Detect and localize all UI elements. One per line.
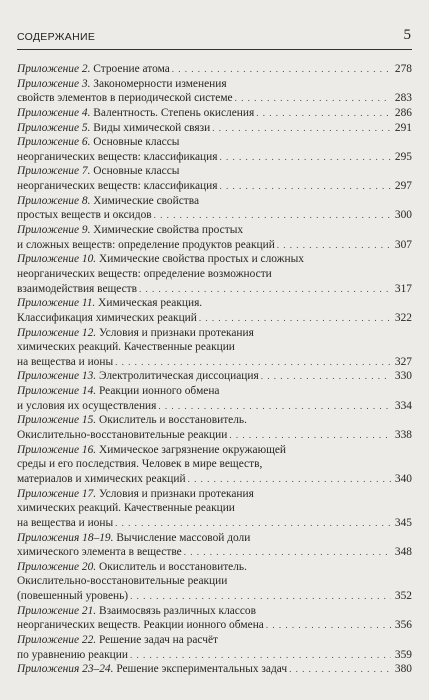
toc-line-text [17,589,128,604]
toc-line [17,106,412,121]
appendix-title: на вещества и ионы [17,355,114,368]
toc-line [17,296,412,311]
dot-leader [266,618,391,633]
toc-line-text [17,106,254,121]
appendix-title: Условия и признаки протекания [98,326,254,339]
toc-line-text [17,62,170,77]
appendix-title: Окислитель и восстановитель. [98,560,247,573]
toc-line-text [17,399,156,414]
toc-entry [17,164,412,193]
toc-line-text [17,253,304,265]
toc-entry [17,633,412,662]
dot-leader [261,369,391,384]
toc-line [17,223,412,238]
toc-page-number: 300 [394,209,412,222]
toc-line [17,355,412,370]
toc-line [17,164,412,179]
appendix-label: Приложение 2. [17,63,91,75]
appendix-title: среды и его последствия. Человек в мире веществ, [17,458,263,471]
toc-line-text [17,634,218,646]
toc-line [17,121,412,136]
appendix-label: Приложение 3. [17,77,91,90]
dot-leader [256,106,391,121]
toc-page-number: 348 [394,546,412,559]
toc-line [17,135,412,150]
toc-line-text [17,165,179,177]
toc-line [17,311,412,326]
appendix-label: Приложение 5. [17,121,91,134]
dot-leader [115,516,391,531]
appendix-title: и условия их осуществления [17,399,157,412]
toc-line [17,399,412,414]
toc-page-number: 283 [394,92,412,105]
toc-line-text [17,428,227,443]
dot-leader [158,399,391,414]
dot-leader [139,282,391,297]
toc-page-number: 307 [394,238,412,251]
appendix-title: неорганических веществ: определение возможности [17,267,272,280]
toc-line [17,648,412,663]
toc-line-text [17,488,254,500]
toc-line-text [17,238,275,253]
appendix-title: Основные классы [93,136,180,149]
toc-entry [17,326,412,370]
dot-leader [172,62,391,77]
appendix-title: Химическая реакция. [98,297,203,310]
toc-line-text [17,561,247,573]
toc-line [17,384,412,399]
appendix-title: Электролитическая диссоциация [98,370,259,383]
toc-line [17,238,412,253]
toc-line-text [17,341,235,353]
toc-line-text [17,311,197,326]
appendix-title: по уравнению реакции [17,648,128,661]
appendix-label: Приложение 4. [17,106,91,119]
toc-line [17,179,412,194]
appendix-title: Классификация химических реакций [17,311,197,324]
toc-line-text [17,662,287,677]
appendix-title: Условия и признаки протекания [98,487,254,500]
toc-line-text [17,150,217,165]
toc-line-text [17,648,128,663]
toc-line [17,487,412,502]
toc-line-text [17,516,113,531]
toc-line-text [17,444,286,456]
toc-line-text [17,472,186,487]
toc-line [17,208,412,223]
toc-line-text [17,297,202,309]
appendix-label: Приложение 9. [17,224,91,237]
dot-leader [235,91,391,106]
toc-line-text [17,121,210,136]
toc-page-number: 295 [394,150,412,163]
toc-page-number: 327 [394,355,412,368]
appendix-label: Приложение 17. [17,487,97,500]
toc-line-text [17,224,243,236]
dot-leader [115,355,391,370]
toc-page-number: 317 [394,282,412,295]
table-of-contents [17,62,412,677]
toc-line [17,531,412,546]
dot-leader [289,662,391,677]
toc-entry [17,296,412,325]
appendix-title: взаимодействия веществ [17,282,138,295]
appendix-label: Приложение 12. [17,326,97,339]
toc-line-text [17,532,250,544]
toc-entry [17,223,412,252]
appendix-title: Химическое загрязнение окружающей [98,443,287,456]
appendix-title: материалов и химических реакций [17,472,186,485]
appendix-label: Приложение 8. [17,194,91,207]
toc-page-number: 334 [394,399,412,412]
toc-line [17,560,412,575]
toc-line-text [17,136,179,148]
toc-entry [17,604,412,633]
toc-line [17,413,412,428]
toc-line [17,501,412,516]
appendix-title: Основные классы [93,165,180,178]
toc-entry [17,413,412,442]
appendix-label: Приложения 23–24. [17,663,114,676]
toc-entry [17,121,412,136]
appendix-label: Приложение 15. [17,414,97,427]
appendix-label: Приложение 13. [17,370,97,383]
appendix-title: простых веществ и оксидов [17,209,152,222]
appendix-title: Решение экспериментальных задач [116,663,288,676]
toc-page-number: 352 [394,590,412,603]
toc-page-number: 338 [394,429,412,442]
appendix-title: Окислительно-восстановительные реакции [17,429,228,442]
appendix-title: неорганических веществ: классификация [17,180,218,193]
toc-line-text [17,618,264,633]
toc-page-number: 330 [394,370,412,383]
appendix-title: Реакции ионного обмена [98,385,220,398]
toc-line [17,574,412,589]
toc-line-text [17,385,220,397]
page-header [17,27,412,50]
toc-line-text [17,195,199,207]
toc-line-text [17,605,256,617]
appendix-title: химических реакций. Качественные реакции [17,341,235,354]
page-title: СОДЕРЖАНИЕ [17,31,96,43]
toc-line-text [17,502,235,514]
toc-page-number: 278 [394,63,412,75]
toc-line [17,267,412,282]
toc-entry [17,560,412,604]
toc-page-number: 291 [394,121,412,134]
toc-line [17,604,412,619]
toc-line [17,618,412,633]
appendix-title: химических реакций. Качественные реакции [17,502,235,515]
appendix-title: Строение атома [93,63,170,75]
appendix-title: Решение задач на расчёт [98,633,219,646]
toc-line-text [17,282,137,297]
appendix-label: Приложение 21. [17,604,97,617]
appendix-title: (повешенный уровень) [17,590,129,603]
toc-line [17,516,412,531]
toc-page-number: 286 [394,106,412,119]
toc-entry [17,62,412,77]
appendix-label: Приложение 6. [17,136,91,149]
appendix-label: Приложение 20. [17,560,97,573]
appendix-title: Химические свойства [93,194,200,207]
appendix-title: Взаимосвязь различных классов [98,604,256,617]
dot-leader [188,472,391,487]
appendix-title: Валентность. Степень окисления [93,106,255,119]
page-number: 5 [403,27,411,43]
appendix-label: Приложение 16. [17,443,97,456]
toc-line [17,633,412,648]
appendix-title: Окислительно-восстановительные реакции [17,575,228,588]
toc-entry [17,135,412,164]
toc-line [17,194,412,209]
toc-line [17,443,412,458]
dot-leader [212,121,391,136]
toc-entry [17,77,412,106]
toc-line-text [17,458,262,470]
toc-entry [17,252,412,296]
appendix-label: Приложение 7. [17,165,91,178]
toc-line-text [17,268,272,280]
appendix-title: Химические свойства простых и сложных [98,253,304,266]
toc-entry [17,106,412,121]
toc-line [17,62,412,77]
dot-leader [229,428,391,443]
toc-line [17,472,412,487]
dot-leader [130,648,391,663]
dot-leader [130,589,391,604]
appendix-title: неорганических веществ. Реакции ионного обмена [17,619,264,632]
dot-leader [219,150,390,165]
toc-line [17,369,412,384]
toc-page-number: 340 [394,472,412,485]
toc-entry [17,487,412,531]
toc-line-text [17,91,233,106]
dot-leader [277,238,391,253]
appendix-title: Виды химической связи [93,121,211,134]
appendix-title: Вычисление массовой доли [116,531,251,544]
toc-page-number: 356 [394,619,412,632]
toc-entry [17,369,412,384]
toc-page-number: 380 [394,663,412,676]
toc-page-number: 297 [394,180,412,193]
toc-line-text [17,575,227,587]
toc-line [17,282,412,297]
toc-line [17,150,412,165]
appendix-title: химического элемента в веществе [17,546,182,559]
appendix-label: Приложение 11. [17,297,96,310]
toc-entry [17,662,412,677]
appendix-title: на вещества и ионы [17,516,114,529]
appendix-title: Химические свойства простых [93,224,244,237]
toc-line-text [17,208,152,223]
appendix-label: Приложение 10. [17,253,97,266]
toc-line-text [17,179,217,194]
toc-line [17,77,412,92]
appendix-title: Закономерности изменения [93,77,227,90]
toc-line [17,252,412,267]
toc-line-text [17,78,227,90]
toc-line-text [17,414,247,426]
toc-entry [17,194,412,223]
toc-line-text [17,355,113,370]
toc-line-text [17,545,182,560]
toc-line [17,662,412,677]
toc-line-text [17,369,259,384]
dot-leader [219,179,390,194]
dot-leader [154,208,391,223]
appendix-title: неорганических веществ: классификация [17,150,218,163]
toc-line-text [17,327,254,339]
dot-leader [184,545,391,560]
toc-line [17,545,412,560]
toc-entry [17,531,412,560]
toc-entry [17,443,412,487]
appendix-label: Приложение 14. [17,385,97,398]
appendix-title: Окислитель и восстановитель. [98,414,247,427]
toc-line [17,457,412,472]
toc-line [17,91,412,106]
appendix-label: Приложение 22. [17,633,97,646]
dot-leader [199,311,391,326]
toc-page-number: 345 [394,516,412,529]
toc-line [17,326,412,341]
appendix-title: свойств элементов в периодической системе [17,92,233,105]
appendix-label: Приложения 18–19. [17,531,114,544]
toc-line [17,589,412,604]
toc-entry [17,384,412,413]
toc-page-number: 359 [394,648,412,661]
toc-line [17,428,412,443]
toc-page-number: 322 [394,311,412,324]
appendix-title: и сложных веществ: определение продуктов реакций [17,238,275,251]
toc-line [17,340,412,355]
